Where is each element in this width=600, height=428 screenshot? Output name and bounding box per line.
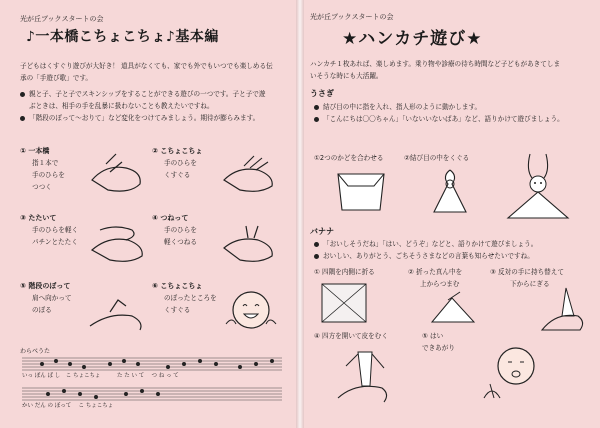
banana-bullets <box>314 238 596 262</box>
intro-text <box>310 58 594 82</box>
hand-tickle-illustration <box>220 150 278 196</box>
laughing-baby-illustration <box>218 284 284 342</box>
pinch-illustration <box>428 290 478 326</box>
hand-pinch-illustration <box>220 218 278 266</box>
folded-square-illustration <box>318 280 372 326</box>
org-name: 光が丘ブックスタートの会 <box>20 15 104 23</box>
intro-line: 承の「手遊び歌」です。 <box>20 74 93 82</box>
step-3: ③ たたいて 手のひらを軽く パチンとたたく <box>20 214 79 246</box>
handkerchief-fold-illustration <box>328 166 394 218</box>
peel-banana-illustration <box>334 346 394 404</box>
book-spine <box>296 0 304 428</box>
left-page <box>0 0 296 428</box>
step-4: ④ つねって 手のひらを 軽くつねる <box>152 214 197 246</box>
lyrics-line-2: かい だん の ぼって こ ちょこちょ <box>22 403 114 409</box>
bullet-item: 「こんにちは〇〇ちゃん」「いないいないばあ」など、語りかけて遊びましょう。 <box>314 113 596 125</box>
bullet-dot-icon <box>314 254 319 259</box>
song-label: わらべうた <box>20 348 51 355</box>
page-title: ♪一本橋こちょこちょ♪基本編 <box>26 29 219 45</box>
bullet-item: おいしい、ありがとう、ごちそうさまなどの言葉も知らせたいですね。 <box>314 250 596 262</box>
org-name: 光が丘ブックスタートの会 <box>310 13 394 21</box>
section-title-banana: バナナ <box>310 227 334 236</box>
hand-climb-illustration <box>86 288 148 336</box>
rabbit-puppet-illustration <box>500 148 576 222</box>
knot-illustration <box>422 162 478 220</box>
bullet-continuation: ぶときは、相手の手を乱暴に扱わないことも教えたいですね。 <box>29 102 214 110</box>
rabbit-fig-caption-1: ①2つのかどを合わせる <box>314 154 384 162</box>
bullet-dot-icon <box>314 242 319 247</box>
lyrics-line-1: いっ ぽん ば し こ ちょこちょ た た い て つ ね っ て <box>22 373 179 379</box>
step-6: ⑥ こちょこちょ のぼったところを くすぐる <box>152 282 217 314</box>
intro-line: 子どもはくすぐり遊びが大好き！ 道具がなくても、家でも外でもいつでも楽しめる伝 <box>20 62 273 70</box>
hand-grip-illustration <box>536 286 592 334</box>
bullet-dot-icon <box>314 117 319 122</box>
bullet-list <box>20 88 286 124</box>
banana-step-4: ④ 四方を開いて皮をむく <box>314 332 388 340</box>
step-5: ⑤ 階段のぼって 肩へ向かって のぼる <box>20 282 72 314</box>
bullet-item: 「おいしそうだね」「はい、どうぞ」などと、語りかけて遊びましょう。 <box>314 238 596 250</box>
bullet-dot-icon <box>20 92 25 97</box>
bullet-dot-icon <box>314 105 319 110</box>
banana-step-2: ② 折った真ん中を 上からつまむ <box>408 268 463 288</box>
right-page <box>304 0 600 428</box>
intro-line: いそうな時にも大活躍。 <box>310 72 383 80</box>
bullet-item: 親と子、子と子でスキンシップをすることができる遊びの一つです。子と子で遊 <box>20 88 286 100</box>
baby-eating-illustration <box>470 340 562 410</box>
banana-step-5: ⑤ はい できあがり <box>422 332 455 352</box>
bullet-item: 「階段のぼって～おりて」など変化をつけてみましょう。期待が膨らみます。 <box>20 112 286 124</box>
step-2: ② こちょこちょ 手のひらを くすぐる <box>152 147 203 179</box>
rabbit-fig-caption-2: ②結び目の中をくぐる <box>404 154 470 162</box>
banana-step-1: ① 四隅を内側に折る <box>314 268 375 276</box>
intro-text <box>20 60 282 84</box>
section-title-rabbit: うさぎ <box>310 89 334 98</box>
intro-line: ハンカチ１枚あれば、楽しめます。乗り物や診療の待ち時間など子どもがあきてしま <box>310 60 561 68</box>
page-title: ★ハンカチ遊び★ <box>342 29 483 49</box>
bullet-dot-icon <box>20 116 25 121</box>
hand-clap-illustration <box>86 218 148 266</box>
bullet-item: 結び目の中に指を入れ、指人形のように動かします。 <box>314 101 596 113</box>
banana-step-3: ③ 反対の手に持ち替えて 下からにぎる <box>490 268 564 288</box>
hand-poke-illustration <box>86 150 146 196</box>
step-1: ① 一本橋 指１本で 手のひらを つつく <box>20 147 65 191</box>
rabbit-bullets <box>314 101 596 125</box>
